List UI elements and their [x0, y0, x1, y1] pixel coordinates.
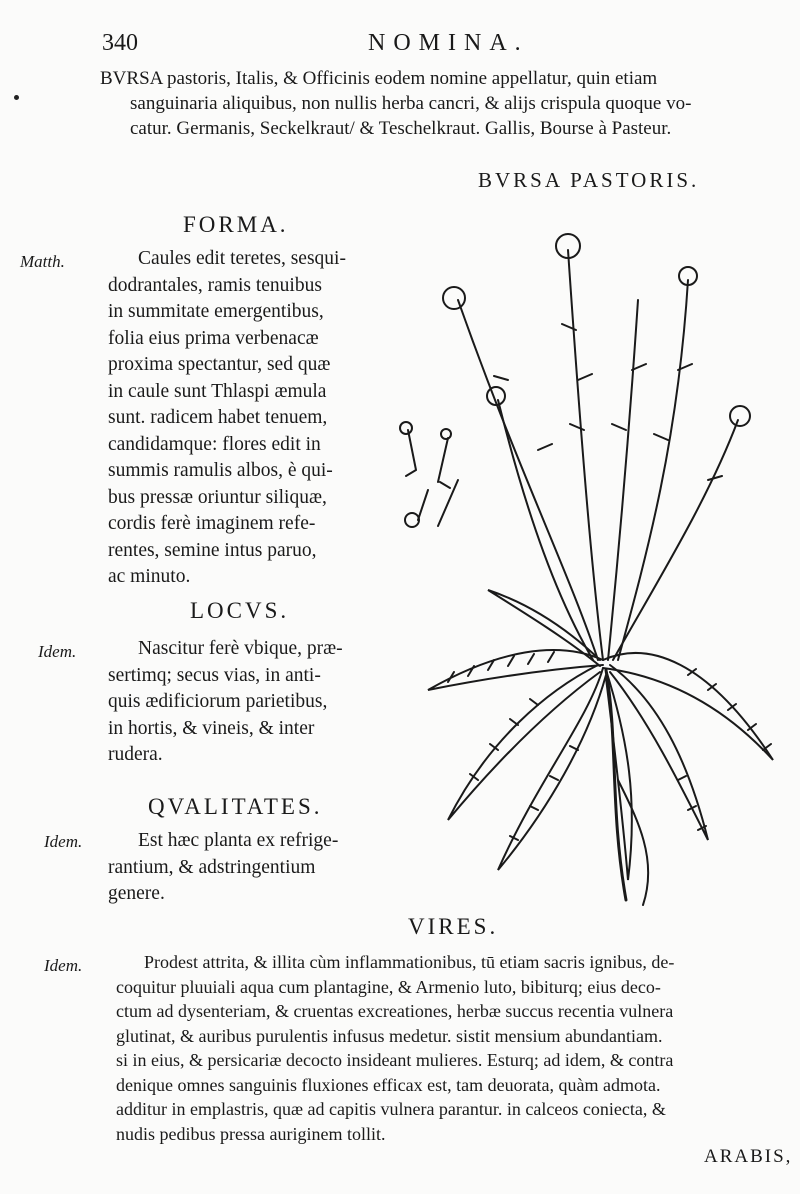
stem [618, 280, 688, 660]
running-title: NOMINA. [368, 30, 529, 56]
text-line: rudera. [108, 744, 163, 765]
text-line: Est hæc planta ex refrige- [138, 830, 339, 851]
text-line: Prodest attrita, & illita cùm inflammationibus, tū etiam sacris ignibus, de- [144, 952, 675, 972]
text-line: coquitur pluuiali aqua cum plantagine, & Armenio luto, bibiturq; eius deco- [116, 976, 661, 997]
forma-text [108, 246, 346, 591]
text-line: nudis pedibus pressa auriginem tollit. [116, 1123, 386, 1144]
stem [498, 400, 593, 660]
text-line: ac minuto. [108, 566, 191, 587]
text-line: glutinat, & auribus purulentis infusus medetur. sistit mensium abundantiam. [116, 1025, 663, 1046]
text-line: sertimq; secus vias, in anti- [108, 664, 321, 686]
text-line: candidamque: flores edit in [108, 433, 321, 455]
margin-note-forma: Matth. [20, 252, 65, 271]
text-line: rentes, semine intus paruo, [108, 539, 317, 561]
text-line: bus pressæ oriuntur siliquæ, [108, 486, 327, 508]
text-line: folia eius prima verbenacæ [108, 327, 319, 349]
text-line: denique omnes sanguinis fluxiones efficax est, tam deuorata, quàm admota. [116, 1074, 661, 1095]
text-line: sunt. radicem habet tenuem, [108, 407, 328, 428]
text-line: cordis ferè imaginem refe- [108, 513, 316, 534]
text-line: in hortis, & vineis, & inter [108, 717, 315, 739]
intro-line: catur. Germanis, Seckelkraut/ & Teschelkraut. Gallis, Bourse à Pasteur. [130, 118, 672, 139]
text-line: genere. [108, 883, 165, 904]
vires-text [116, 950, 800, 1146]
stem [458, 300, 598, 660]
text-line: summis ramulis albos, è qui- [108, 460, 333, 481]
margin-note-qualitates: Idem. [44, 832, 83, 851]
flower-cluster [443, 287, 465, 309]
margin-note-locus: Idem. [38, 642, 77, 661]
text-line: in caule sunt Thlaspi æmula [108, 380, 327, 402]
text-line: Caules edit teretes, sesqui- [138, 248, 346, 269]
text-line: si in eius, & persicariæ decocto insideant mulieres. Esturq; ad idem, & contra [116, 1050, 674, 1070]
section-heading-forma: FORMA. [183, 212, 289, 237]
section-heading-vires: VIRES. [408, 914, 499, 939]
margin-note-vires: Idem. [44, 956, 83, 975]
text-line: quis ædificiorum parietibus, [108, 691, 328, 712]
section-heading-qualitates: QVALITATES. [148, 794, 323, 819]
text-line: proxima spectantur, sed quæ [108, 354, 331, 375]
text-line: in summitate emergentibus, [108, 301, 324, 322]
plant-woodcut-illustration [388, 220, 788, 910]
flower-cluster [730, 406, 750, 426]
intro-paragraph [100, 66, 790, 141]
locus-text [108, 636, 343, 769]
text-line: additur in emplastris, quæ ad capitis vulnera parantur. in calceos coniecta, & [116, 1099, 666, 1119]
text-line: ctum ad dysenteriam, & cruentas excreationes, herbæ succus recentia vulnera [116, 1001, 674, 1021]
text-line: Nascitur ferè vbique, præ- [138, 638, 343, 659]
qualitates-text [108, 828, 338, 908]
section-heading-locus: LOCVS. [190, 598, 290, 623]
text-line: dodrantales, ramis tenuibus [108, 274, 322, 296]
catchword: ARABIS, [704, 1146, 793, 1167]
stem [613, 420, 738, 660]
text-line: rantium, & adstringentium [108, 856, 316, 878]
intro-line: BVRSA pastoris, Italis, & Officinis eodem nomine appellatur, quin etiam [100, 68, 658, 89]
stem [608, 300, 638, 660]
page-number: 340 [102, 30, 138, 56]
stem [568, 250, 603, 660]
ink-speck [14, 95, 19, 100]
intro-line: sanguinaria aliquibus, non nullis herba cancri, & alijs crispula quoque vo- [130, 93, 692, 114]
plant-title: BVRSA PASTORIS. [478, 168, 700, 192]
